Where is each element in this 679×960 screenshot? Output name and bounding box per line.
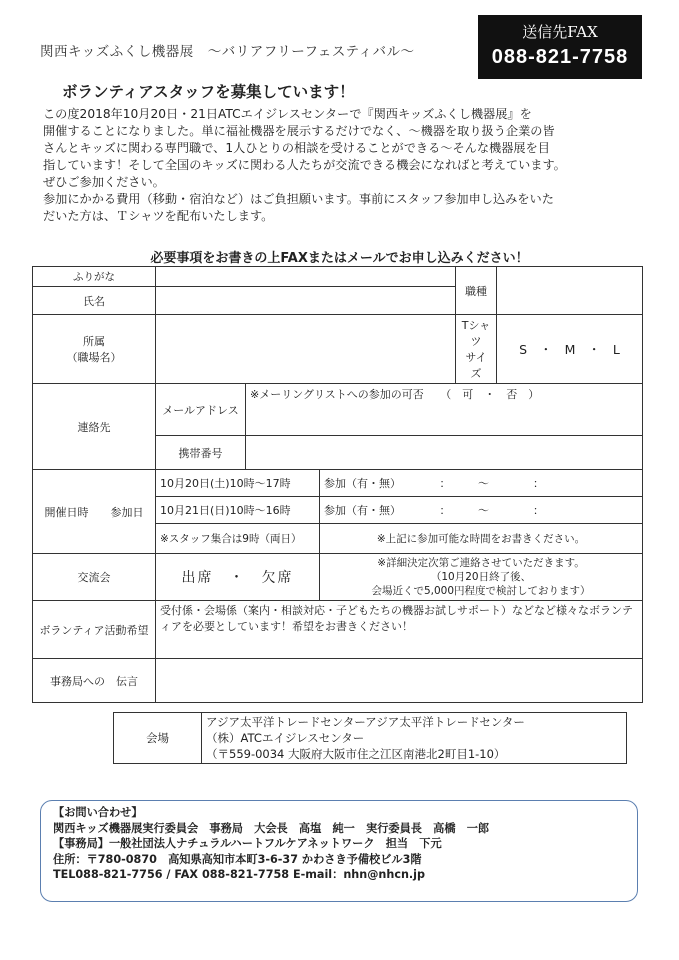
- dates-label: 開催日時 参加日: [33, 470, 156, 554]
- instruction: 必要事項をお書きの上FAXまたはメールでお申し込みください！: [150, 251, 529, 266]
- social-note-line: 会場近くで5,000円程度で検討しております）: [371, 585, 591, 597]
- social-note: [320, 554, 643, 601]
- occupation-field[interactable]: [497, 267, 643, 315]
- social-note-line: ※詳細決定次第ご連絡させていただきます。: [377, 557, 585, 569]
- venue-line: アジア太平洋トレードセンターアジア太平洋トレードセンター: [206, 715, 525, 729]
- day1-date: 10月20日(土)10時～17時: [156, 470, 320, 497]
- tshirt-size-options[interactable]: S ・ M ・ L: [497, 315, 643, 384]
- intro-text: [43, 106, 643, 225]
- activity-text: 受付係・会場係（案内・相談対応・子どもたちの機器お試しサポート）などなど様々なボランティアを必要としています！希望をお書きください！: [160, 604, 633, 633]
- contact-label: 連絡先: [33, 384, 156, 470]
- venue-line: （株）ATCエイジレスセンター: [206, 731, 365, 745]
- phone-field[interactable]: [246, 436, 643, 470]
- contact-line: TEL088-821-7756 / FAX 088-821-7758 E-mail：nhn@nhcn.jp: [53, 868, 426, 882]
- fax-box: [478, 15, 642, 79]
- tshirt-size-label: Tシャツ サイズ: [456, 315, 497, 384]
- staff-meeting-note: ※スタッフ集合は9時（両日）: [156, 524, 320, 554]
- activity-field[interactable]: [156, 601, 643, 659]
- venue-details: [202, 713, 627, 764]
- occupation-label: 職種: [456, 267, 497, 315]
- fax-label: 送信先FAX: [522, 23, 598, 41]
- contact-title: 【お問い合わせ】: [53, 806, 143, 819]
- office-message-label: 事務局への 伝言: [33, 659, 156, 703]
- social-label: 交流会: [33, 554, 156, 601]
- venue-line: （〒559-0034 大阪府大阪市住之江区南港北2町目1-10）: [206, 747, 506, 761]
- headline: ボランティアスタッフを募集しています！: [62, 83, 355, 101]
- intro-line: 参加にかかる費用（移動・宿泊など）はご負担願います。事前にスタッフ参加申し込みをいた: [43, 192, 554, 206]
- intro-line: さんとキッズに関わる専門職で、1人ひとりの相談を受けることができる～そんな機器展を目: [43, 141, 550, 155]
- venue-box: [113, 712, 627, 764]
- affiliation-label: [33, 315, 156, 384]
- intro-line: 指しています！そして全国のキッズに関わる人たちが交流できる機会になればと考えています。: [43, 158, 566, 172]
- day1-attendance[interactable]: 参加（有・無） ： ～ ：: [320, 470, 643, 497]
- mailing-list-note: ※メーリングリストへの参加の可否 （ 可 ・ 否 ）: [250, 388, 540, 401]
- intro-line: 開催することになりました。単に福祉機器を展示するだけでなく、～機器を取り扱う企業の皆: [43, 124, 555, 138]
- name-field[interactable]: [156, 287, 456, 315]
- contact-box: [40, 800, 638, 902]
- fax-number: 088-821-7758: [491, 46, 629, 68]
- day2-date: 10月21日(日)10時～16時: [156, 497, 320, 524]
- venue-label: 会場: [114, 713, 202, 764]
- social-note-line: （10月20日終了後、: [430, 571, 532, 583]
- furigana-label: ふりがな: [33, 267, 156, 287]
- day2-attendance[interactable]: 参加（有・無） ： ～ ：: [320, 497, 643, 524]
- application-form: [32, 266, 643, 703]
- email-field[interactable]: [246, 384, 643, 436]
- furigana-field[interactable]: [156, 267, 456, 287]
- email-label: メールアドレス: [156, 384, 246, 436]
- intro-line: だいた方は、Ｔシャツを配布いたします。: [43, 209, 274, 223]
- contact-line: 住所：〒780-0870 高知県高知市本町3-6-37 かわさき予備校ビル3階: [53, 852, 422, 866]
- activity-label: ボランティア活動希望: [33, 601, 156, 659]
- intro-line: ぜひご参加ください。: [43, 175, 165, 189]
- contact-line: 【事務局】一般社団法人ナチュラルハートフルケアネットワーク 担当 下元: [53, 837, 442, 851]
- phone-label: 携帯番号: [156, 436, 246, 470]
- affiliation-field[interactable]: [156, 315, 456, 384]
- office-message-field[interactable]: [156, 659, 643, 703]
- time-note: ※上記に参加可能な時間をお書きください。: [320, 524, 643, 554]
- affiliation-note: （職場名）: [66, 351, 122, 364]
- name-label: 氏名: [33, 287, 156, 315]
- intro-line: この度2018年10月20日・21日ATCエイジレスセンターで『関西キッズふくし機器展』を: [43, 107, 532, 121]
- affiliation-text: 所属: [83, 335, 105, 348]
- event-title: 関西キッズふくし機器展 ～バリアフリーフェスティバル～: [40, 44, 415, 60]
- social-options[interactable]: 出席 ・ 欠席: [156, 554, 320, 601]
- contact-line: 関西キッズ機器展実行委員会 事務局 大会長 高塩 純一 実行委員長 高橋 一郎: [53, 821, 490, 835]
